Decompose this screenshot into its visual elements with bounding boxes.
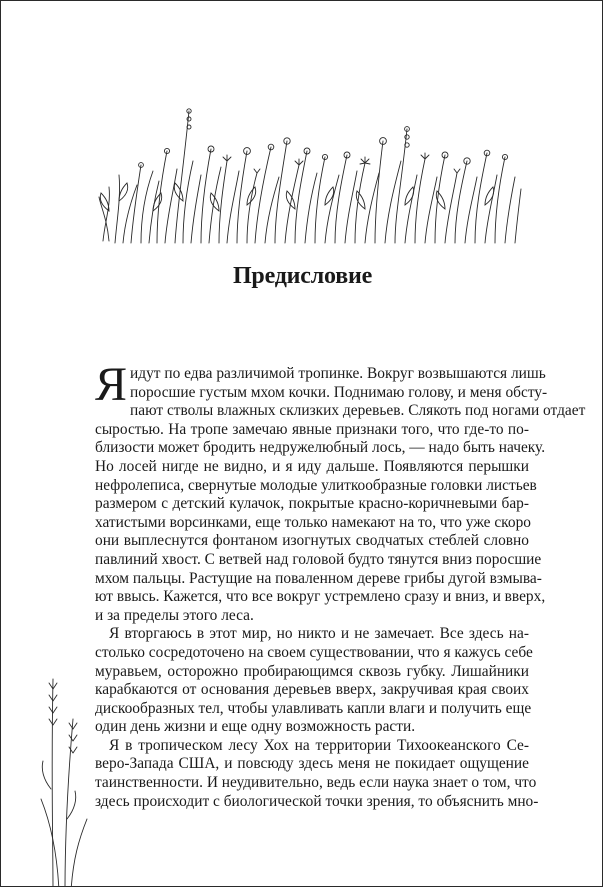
chapter-title: Предисловие bbox=[232, 263, 373, 289]
text-line: ют ввысь. Кажется, что все вокруг устремлено сразу и вниз, и вверх, bbox=[95, 588, 546, 606]
text-line: Я вторгаюсь в этот мир, но никто и не замечает. Все здесь на- bbox=[109, 625, 529, 643]
text-line: один день жизни и еще одну возможность расти. bbox=[95, 718, 416, 736]
text-line: таинственности. И неудивительно, ведь если наука знает о том, что bbox=[95, 774, 537, 792]
text-line: Я в тропическом лесу Хох на территории Тихоокеанского Се- bbox=[109, 736, 529, 754]
text-line: они выплеснутся фонтаном изогнутых сводчатых стеблей словно bbox=[95, 532, 529, 550]
text-line: сыростью. На тропе замечаю явные признаки того, что где-то по- bbox=[95, 420, 529, 438]
text-line: близости может бродить недружелюбный лось, — надо быть начеку. bbox=[95, 439, 546, 457]
text-line: здесь происходит с биологической точки зрения, то объяснить мно- bbox=[95, 792, 539, 810]
text-line: хатистыми ворсинками, еще только намекают на то, что уже скоро bbox=[95, 513, 531, 531]
text-line: мхом пальцы. Растущие на поваленном дереве грибы дугой взмыва- bbox=[95, 569, 542, 587]
text-line: поросшие густым мхом кочки. Поднимаю голову, и меня обсту- bbox=[130, 383, 548, 401]
text-line: нефролеписа, свернутые молодые улиткообразные головки листьев bbox=[95, 476, 537, 494]
paragraph-3 bbox=[95, 736, 539, 811]
text-line: муравьем, осторожно пробирающимся сквозь губку. Лишайники bbox=[95, 662, 529, 680]
paragraph-2 bbox=[95, 625, 533, 737]
drop-cap: Я bbox=[95, 358, 128, 411]
side-grass-illustration bbox=[31, 669, 101, 887]
text-line: и за пределы этого леса. bbox=[95, 606, 254, 624]
body-text bbox=[95, 358, 586, 811]
text-line: пают стволы влажных склизких деревьев. Слякоть под ногами отдает bbox=[130, 402, 586, 420]
text-line: веро-Запада США, и повсюду здесь меня не покидает ощущение bbox=[95, 755, 529, 773]
text-line: павлиний хвост. С ветвей над головой будто тянутся вниз поросшие bbox=[95, 550, 542, 568]
text-line: Но лосей нигде не видно, и я иду дальше. Появляются перышки bbox=[95, 457, 529, 475]
text-line: размером с детский кулачок, покрытые красно-коричневыми бар- bbox=[95, 495, 529, 513]
text-line: столько сосредоточено на своем существовании, что я кажусь себе bbox=[95, 643, 533, 661]
wildflowers-illustration bbox=[97, 101, 525, 249]
paragraph-1 bbox=[95, 358, 586, 625]
text-line: карабкаются от основания деревьев вверх, закручивая края своих bbox=[95, 681, 529, 699]
text-line: идут по едва различимой тропинке. Вокруг возвышаются лишь bbox=[130, 365, 546, 382]
text-line: дискообразных тел, чтобы улавливать капли влаги и получить еще bbox=[95, 699, 532, 717]
